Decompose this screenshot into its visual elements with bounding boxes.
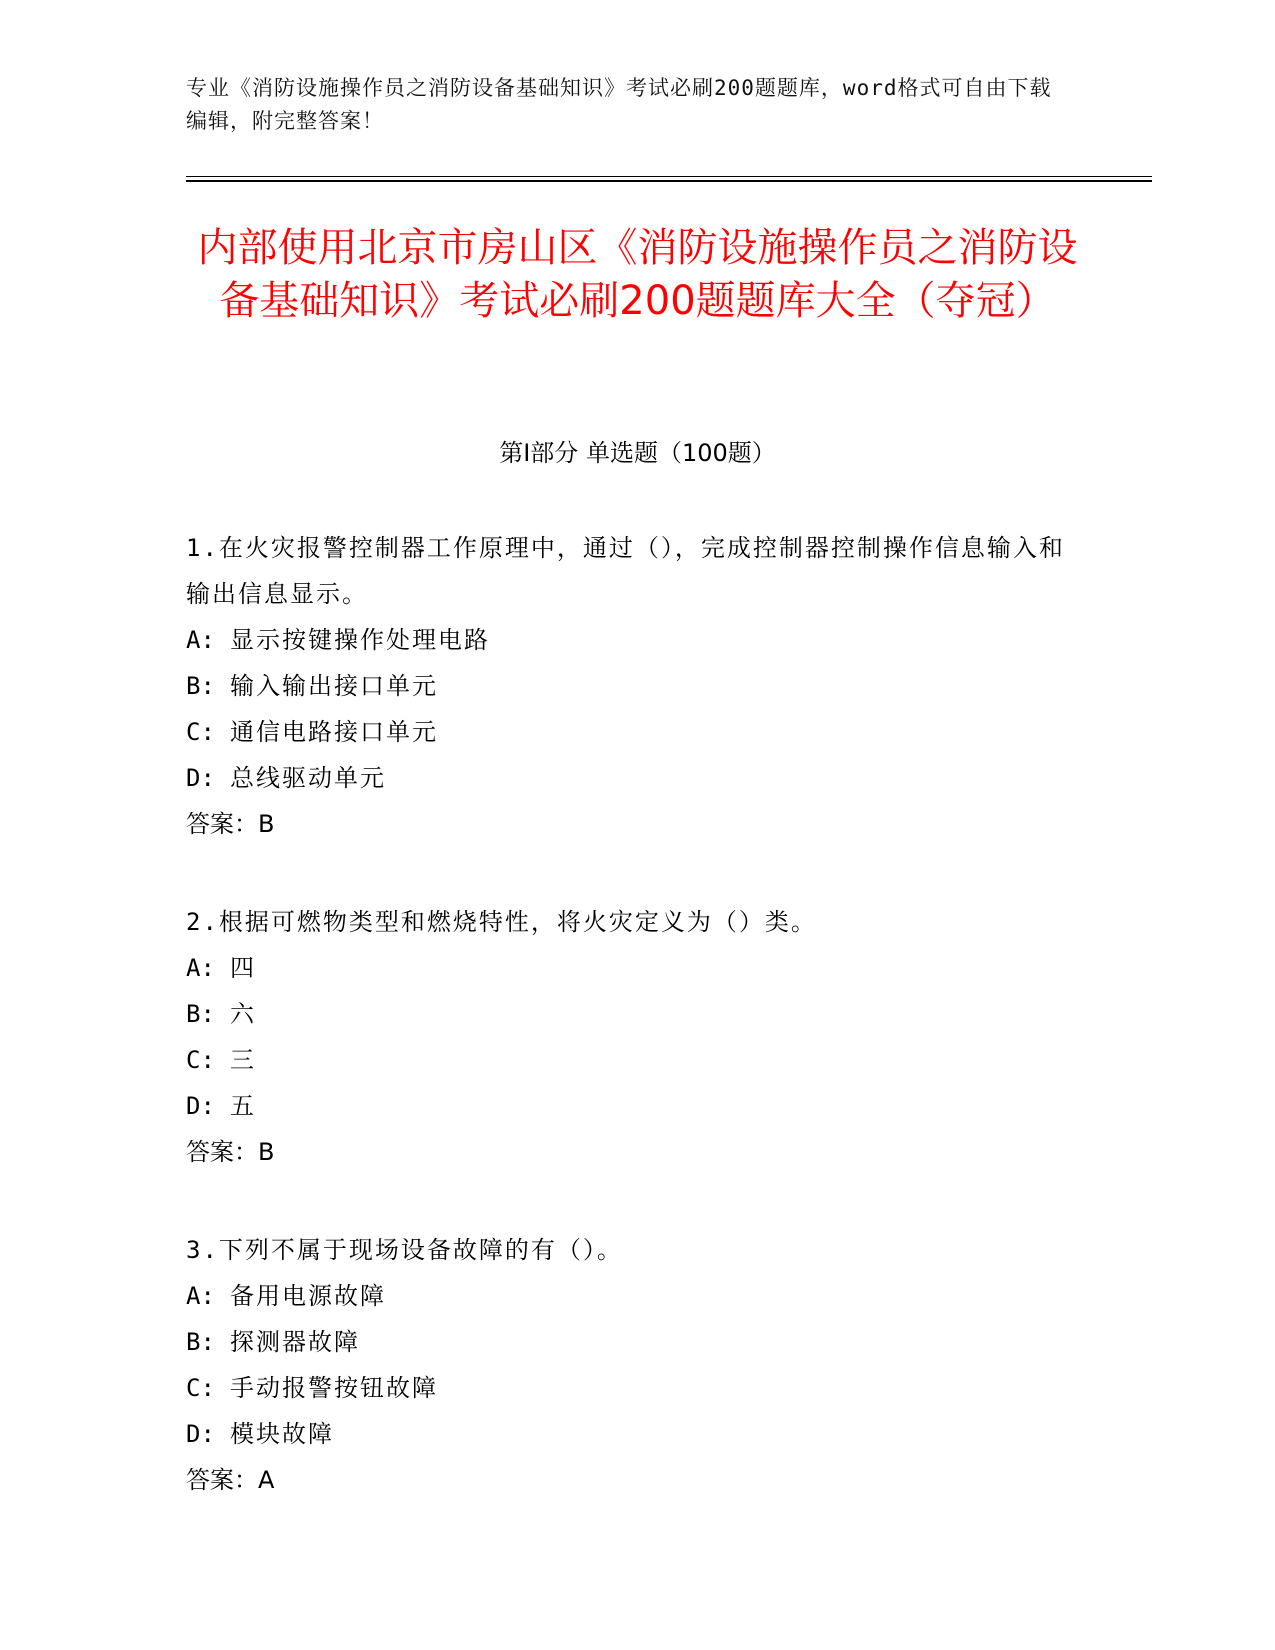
answer-line: 答案：B xyxy=(186,810,275,838)
option-b xyxy=(186,1319,1066,1365)
option-text: 六 xyxy=(230,1000,256,1028)
option-label: C: xyxy=(186,718,215,746)
option-text: 探测器故障 xyxy=(230,1328,360,1356)
option-a xyxy=(186,617,1066,663)
option-c xyxy=(186,1037,1066,1083)
option-label: C: xyxy=(186,1046,215,1074)
option-label: D: xyxy=(186,1092,215,1120)
option-text: 四 xyxy=(230,954,256,982)
option-c xyxy=(186,1365,1066,1411)
option-label: B: xyxy=(186,1328,215,1356)
header-divider-thin xyxy=(186,176,1152,177)
header-note: 专业《消防设施操作员之消防设备基础知识》考试必刷200题题库，word格式可自由下载编辑，附完整答案！ xyxy=(186,76,1052,133)
question-2 xyxy=(186,899,1066,1175)
option-text: 总线驱动单元 xyxy=(230,764,386,792)
option-c xyxy=(186,709,1066,755)
option-a xyxy=(186,945,1066,991)
option-text: 输入输出接口单元 xyxy=(230,672,438,700)
option-text: 五 xyxy=(230,1092,256,1120)
option-d xyxy=(186,755,1066,801)
option-text: 显示按键操作处理电路 xyxy=(230,626,490,654)
option-b xyxy=(186,991,1066,1037)
option-label: D: xyxy=(186,1420,215,1448)
question-stem: 2.根据可燃物类型和燃烧特性，将火灾定义为（）类。 xyxy=(186,908,817,936)
option-d xyxy=(186,1411,1066,1457)
question-list xyxy=(186,525,1066,1555)
option-a xyxy=(186,1273,1066,1319)
option-d xyxy=(186,1083,1066,1129)
header-divider-thick xyxy=(186,180,1152,182)
option-label: A: xyxy=(186,626,215,654)
answer-line: 答案：B xyxy=(186,1138,275,1166)
section-title: 第I部分 单选题（100题） xyxy=(499,439,776,467)
option-label: A: xyxy=(186,1282,215,1310)
question-3 xyxy=(186,1227,1066,1503)
question-stem: 1.在火灾报警控制器工作原理中，通过（），完成控制器控制操作信息输入和输出信息显示。 xyxy=(186,534,1065,608)
option-text: 手动报警按钮故障 xyxy=(230,1374,438,1402)
answer-line: 答案：A xyxy=(186,1466,275,1494)
question-1 xyxy=(186,525,1066,847)
option-text: 模块故障 xyxy=(230,1420,334,1448)
document-title: 内部使用北京市房山区《消防设施操作员之消防设备基础知识》考试必刷200题题库大全（夺冠） xyxy=(197,225,1078,324)
option-text: 三 xyxy=(230,1046,256,1074)
option-label: B: xyxy=(186,672,215,700)
question-stem: 3.下列不属于现场设备故障的有（）。 xyxy=(186,1236,623,1264)
option-text: 通信电路接口单元 xyxy=(230,718,438,746)
option-label: C: xyxy=(186,1374,215,1402)
option-text: 备用电源故障 xyxy=(230,1282,386,1310)
option-label: A: xyxy=(186,954,215,982)
option-label: B: xyxy=(186,1000,215,1028)
option-label: D: xyxy=(186,764,215,792)
option-b xyxy=(186,663,1066,709)
